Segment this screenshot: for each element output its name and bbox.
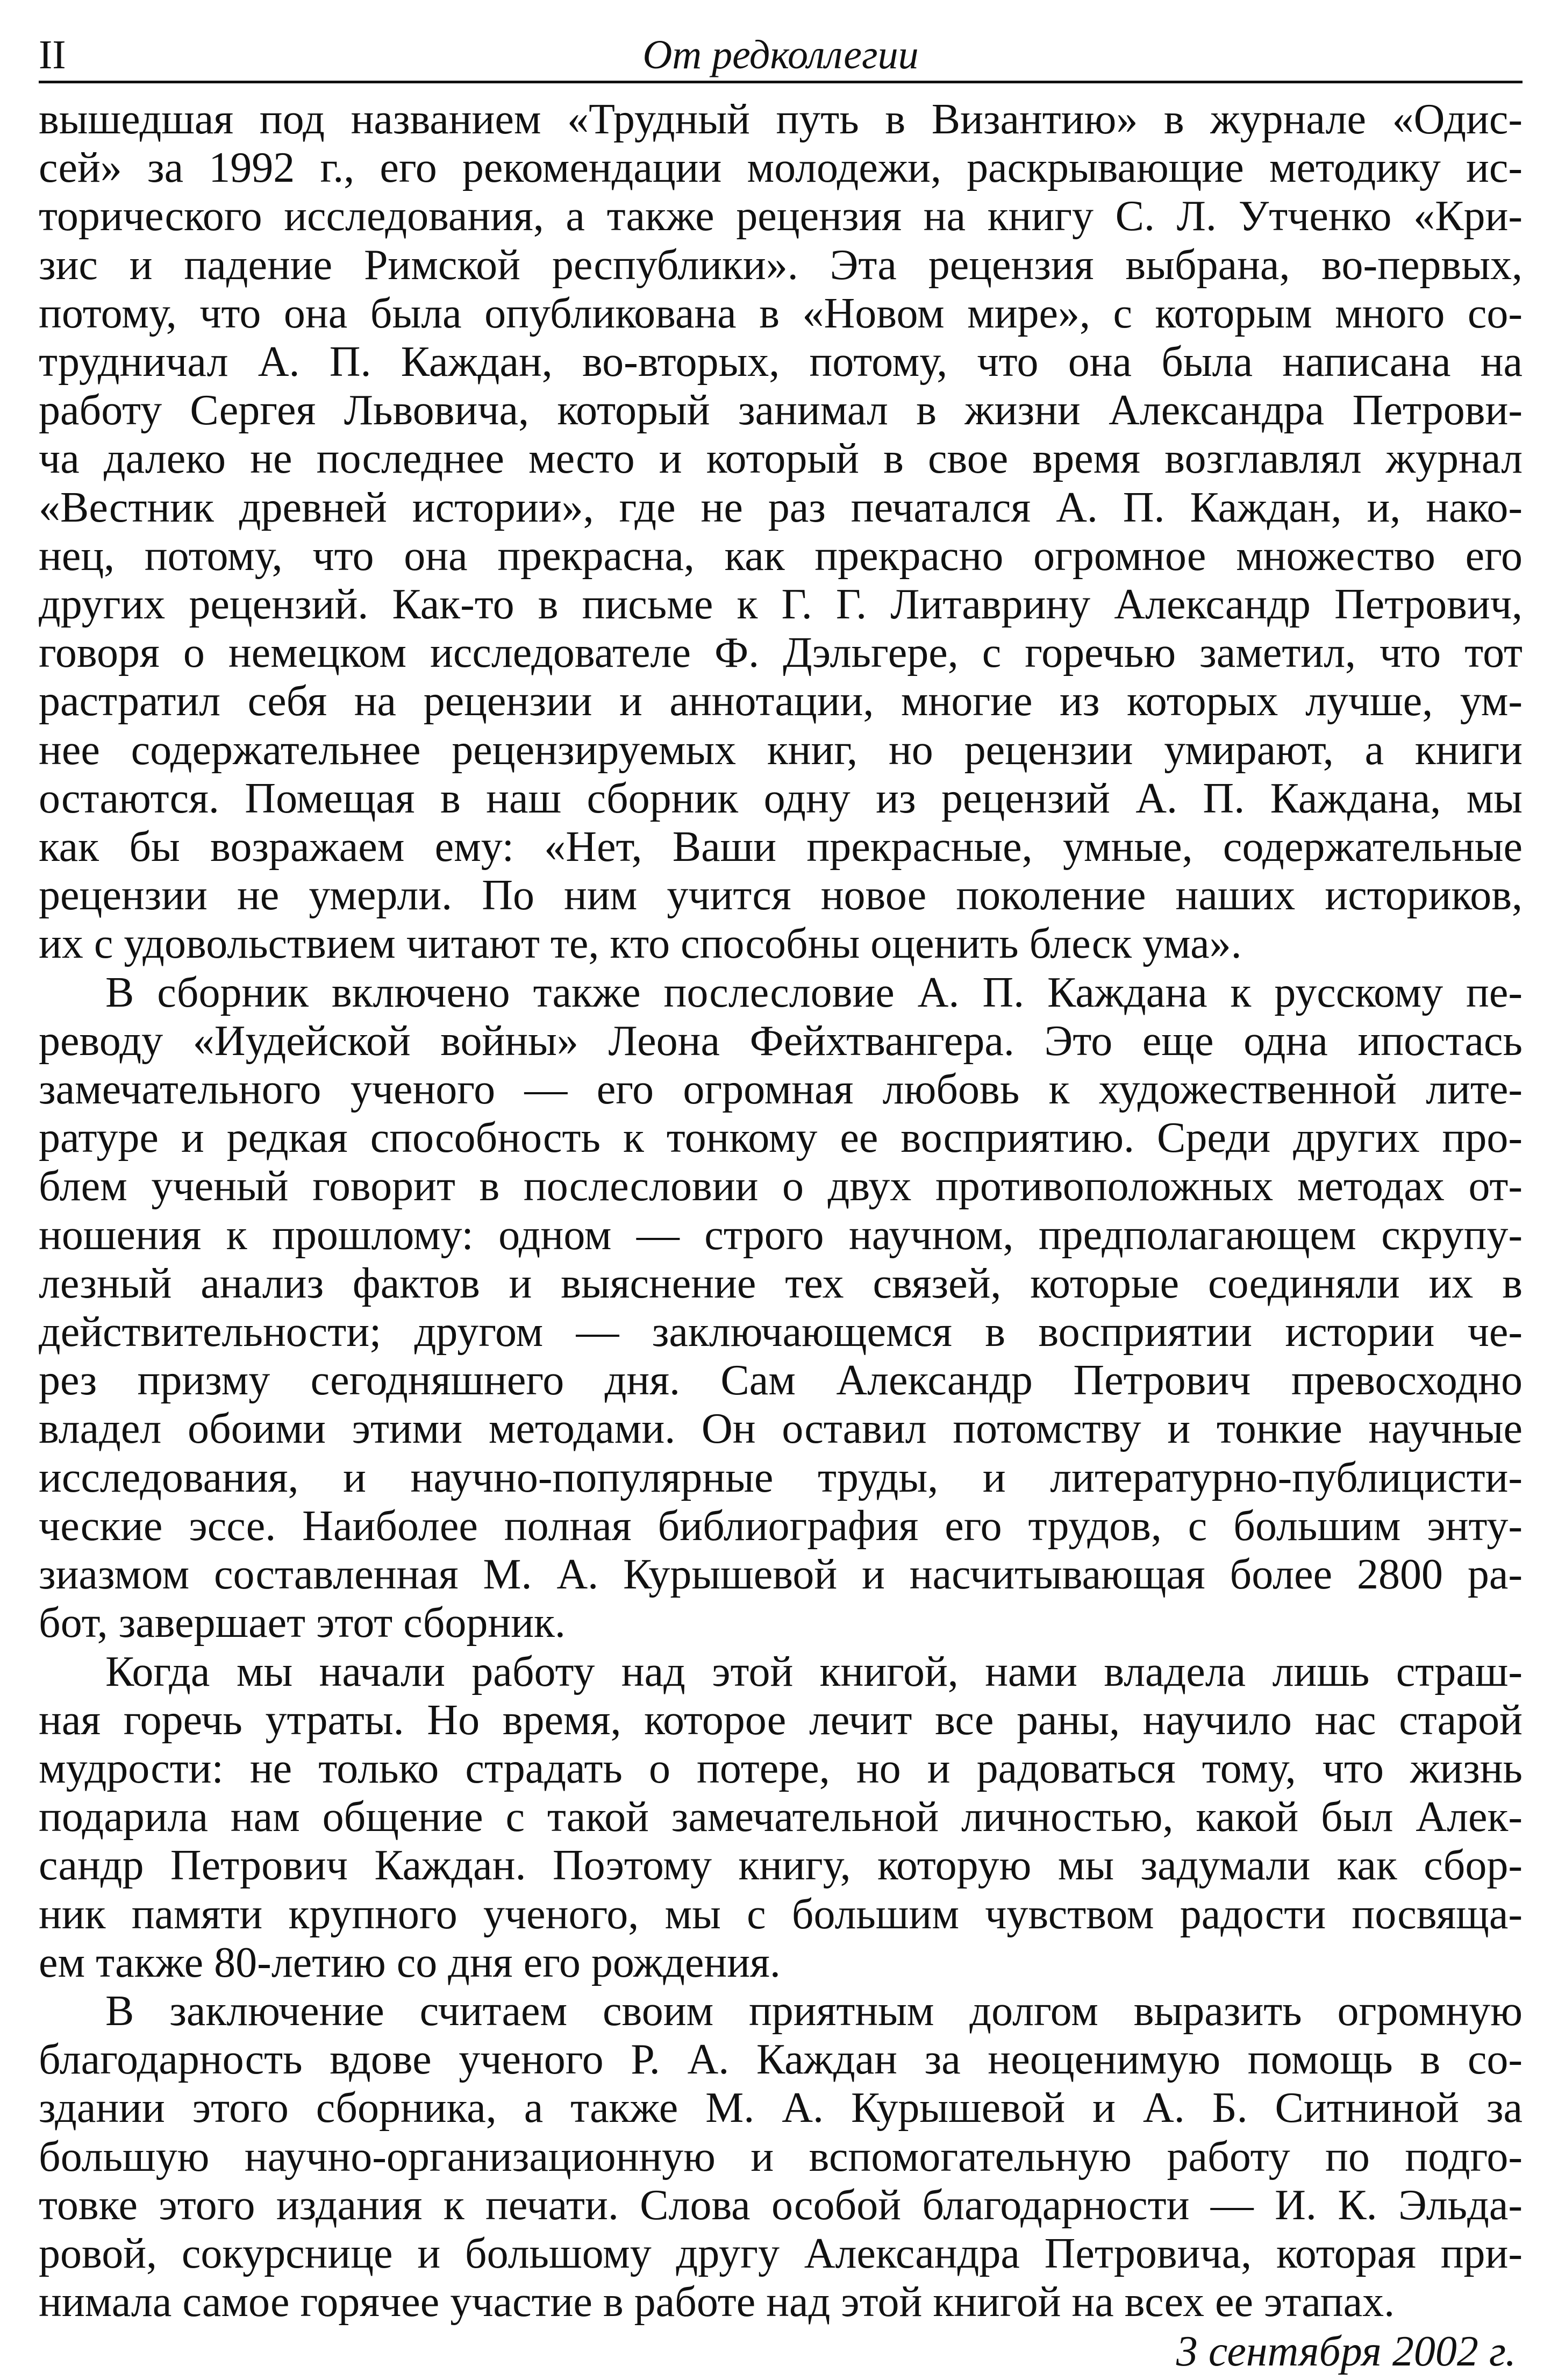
date-signature: 3 сентября 2002 г. bbox=[1176, 2328, 1516, 2376]
text-line: ем также 80-летию со дня его рождения. bbox=[39, 1939, 781, 1986]
text-line: других рецензий. Как-то в письме к Г. Г. Литаврину Александр Петрович, bbox=[39, 581, 1523, 629]
text-line: благодарность вдове ученого Р. А. Каждан за неоценимую помощь в со- bbox=[39, 2036, 1523, 2084]
running-head: От редколлегии bbox=[642, 32, 919, 77]
text-line: лезный анализ фактов и выяснение тех связей, которые соединяли их в bbox=[39, 1259, 1523, 1307]
text-line: говоря о немецком исследователе Ф. Дэльгере, с горечью заметил, что тот bbox=[39, 629, 1523, 677]
text-line: владел обоими этими методами. Он оставил потомству и тонкие научные bbox=[39, 1405, 1523, 1453]
text-line: ческие эссе. Наиболее полная библиография его трудов, с большим энту- bbox=[39, 1502, 1523, 1550]
text-line: нец, потому, что она прекрасна, как прекрасно огромное множество его bbox=[39, 532, 1523, 580]
text-line: нимала самое горячее участие в работе над этой книгой на всех ее этапах. bbox=[39, 2278, 1395, 2326]
paragraph-3 bbox=[39, 1648, 1523, 1987]
text-line: бот, завершает этот сборник. bbox=[39, 1599, 566, 1647]
text-line: вышедшая под названием «Трудный путь в Византию» в журнале «Одис- bbox=[39, 96, 1523, 143]
text-line: подарила нам общение с такой замечательной личностью, какой был Алек- bbox=[39, 1793, 1523, 1841]
text-line: сей» за 1992 г., его рекомендации молодежи, раскрывающие методику ис- bbox=[39, 144, 1523, 192]
text-line: рецензии не умерли. По ним учится новое поколение наших историков, bbox=[39, 872, 1523, 920]
text-line: исследования, и научно-популярные труды, и литературно-публицисти- bbox=[39, 1453, 1523, 1501]
text-line: сандр Петрович Каждан. Поэтому книгу, которую мы задумали как сбор- bbox=[39, 1842, 1523, 1890]
text-line: трудничал А. П. Каждан, во-вторых, потому, что она была написана на bbox=[39, 338, 1523, 386]
text-line: Когда мы начали работу над этой книгой, нами владела лишь страш- bbox=[105, 1648, 1523, 1695]
text-line: большую научно-организационную и вспомогательную работу по подго- bbox=[39, 2133, 1523, 2181]
text-line: здании этого сборника, а также М. А. Курышевой и А. Б. Ситниной за bbox=[39, 2084, 1523, 2132]
text-line: остаются. Помещая в наш сборник одну из рецензий А. П. Каждана, мы bbox=[39, 774, 1523, 822]
text-line: действительности; другом — заключающемся в восприятии истории че- bbox=[39, 1308, 1523, 1356]
text-line: как бы возражаем ему: «Нет, Ваши прекрасные, умные, содержательные bbox=[39, 823, 1523, 871]
text-line: В заключение считаем своим приятным долгом выразить огромную bbox=[105, 1987, 1523, 2035]
text-line: их с удовольствием читают те, кто способны оценить блеск ума». bbox=[39, 920, 1242, 968]
text-line: реводу «Иудейской войны» Леона Фейхтвангера. Это еще одна ипостась bbox=[39, 1017, 1523, 1065]
text-line: В сборник включено также послесловие А. П. Каждана к русскому пе- bbox=[105, 968, 1523, 1016]
text-line: ношения к прошлому: одном — строго научном, предполагающем скрупу- bbox=[39, 1211, 1523, 1259]
text-line: товке этого издания к печати. Слова особой благодарности — И. К. Эльда- bbox=[39, 2181, 1523, 2229]
text-line: ча далеко не последнее место и который в свое время возглавлял журнал bbox=[39, 435, 1523, 483]
paragraph-2 bbox=[39, 968, 1523, 1648]
text-line: зиазмом составленная М. А. Курышевой и насчитывающая более 2800 ра- bbox=[39, 1551, 1523, 1599]
paragraph-1 bbox=[39, 95, 1523, 968]
text-line: потому, что она была опубликована в «Новом мире», с которым много со- bbox=[39, 289, 1523, 337]
text-line: растратил себя на рецензии и аннотации, многие из которых лучше, ум- bbox=[39, 678, 1523, 725]
text-line: рез призму сегодняшнего дня. Сам Александр Петрович превосходно bbox=[39, 1357, 1523, 1405]
document-page bbox=[39, 30, 1523, 2377]
text-line: ная горечь утраты. Но время, которое лечит все раны, научило нас старой bbox=[39, 1696, 1523, 1744]
text-line: работу Сергея Львовича, который занимал в жизни Александра Петрови- bbox=[39, 387, 1523, 434]
text-line: ник памяти крупного ученого, мы с большим чувством радости посвяща- bbox=[39, 1890, 1523, 1938]
text-line: зис и падение Римской республики». Эта рецензия выбрана, во-первых, bbox=[39, 241, 1523, 289]
text-line: нее содержательнее рецензируемых книг, но рецензии умирают, а книги bbox=[39, 726, 1523, 774]
page-header bbox=[39, 30, 1523, 83]
text-line: «Вестник древней истории», где не раз печатался А. П. Каждан, и, нако- bbox=[39, 483, 1523, 531]
text-line: замечательного ученого — его огромная любовь к художественной лите- bbox=[39, 1066, 1523, 1114]
text-line: ровой, сокурснице и большому другу Александра Петровича, которая при- bbox=[39, 2229, 1523, 2277]
text-line: мудрости: не только страдать о потере, но и радоваться тому, что жизнь bbox=[39, 1744, 1523, 1792]
text-line: торического исследования, а также рецензия на книгу С. Л. Утченко «Кри- bbox=[39, 193, 1523, 240]
paragraph-4 bbox=[39, 1987, 1523, 2326]
text-line: ратуре и редкая способность к тонкому ее восприятию. Среди других про- bbox=[39, 1114, 1523, 1162]
page-body bbox=[39, 95, 1523, 2377]
page-number: II bbox=[39, 32, 66, 77]
text-line: блем ученый говорит в послесловии о двух противоположных методах от- bbox=[39, 1163, 1523, 1210]
